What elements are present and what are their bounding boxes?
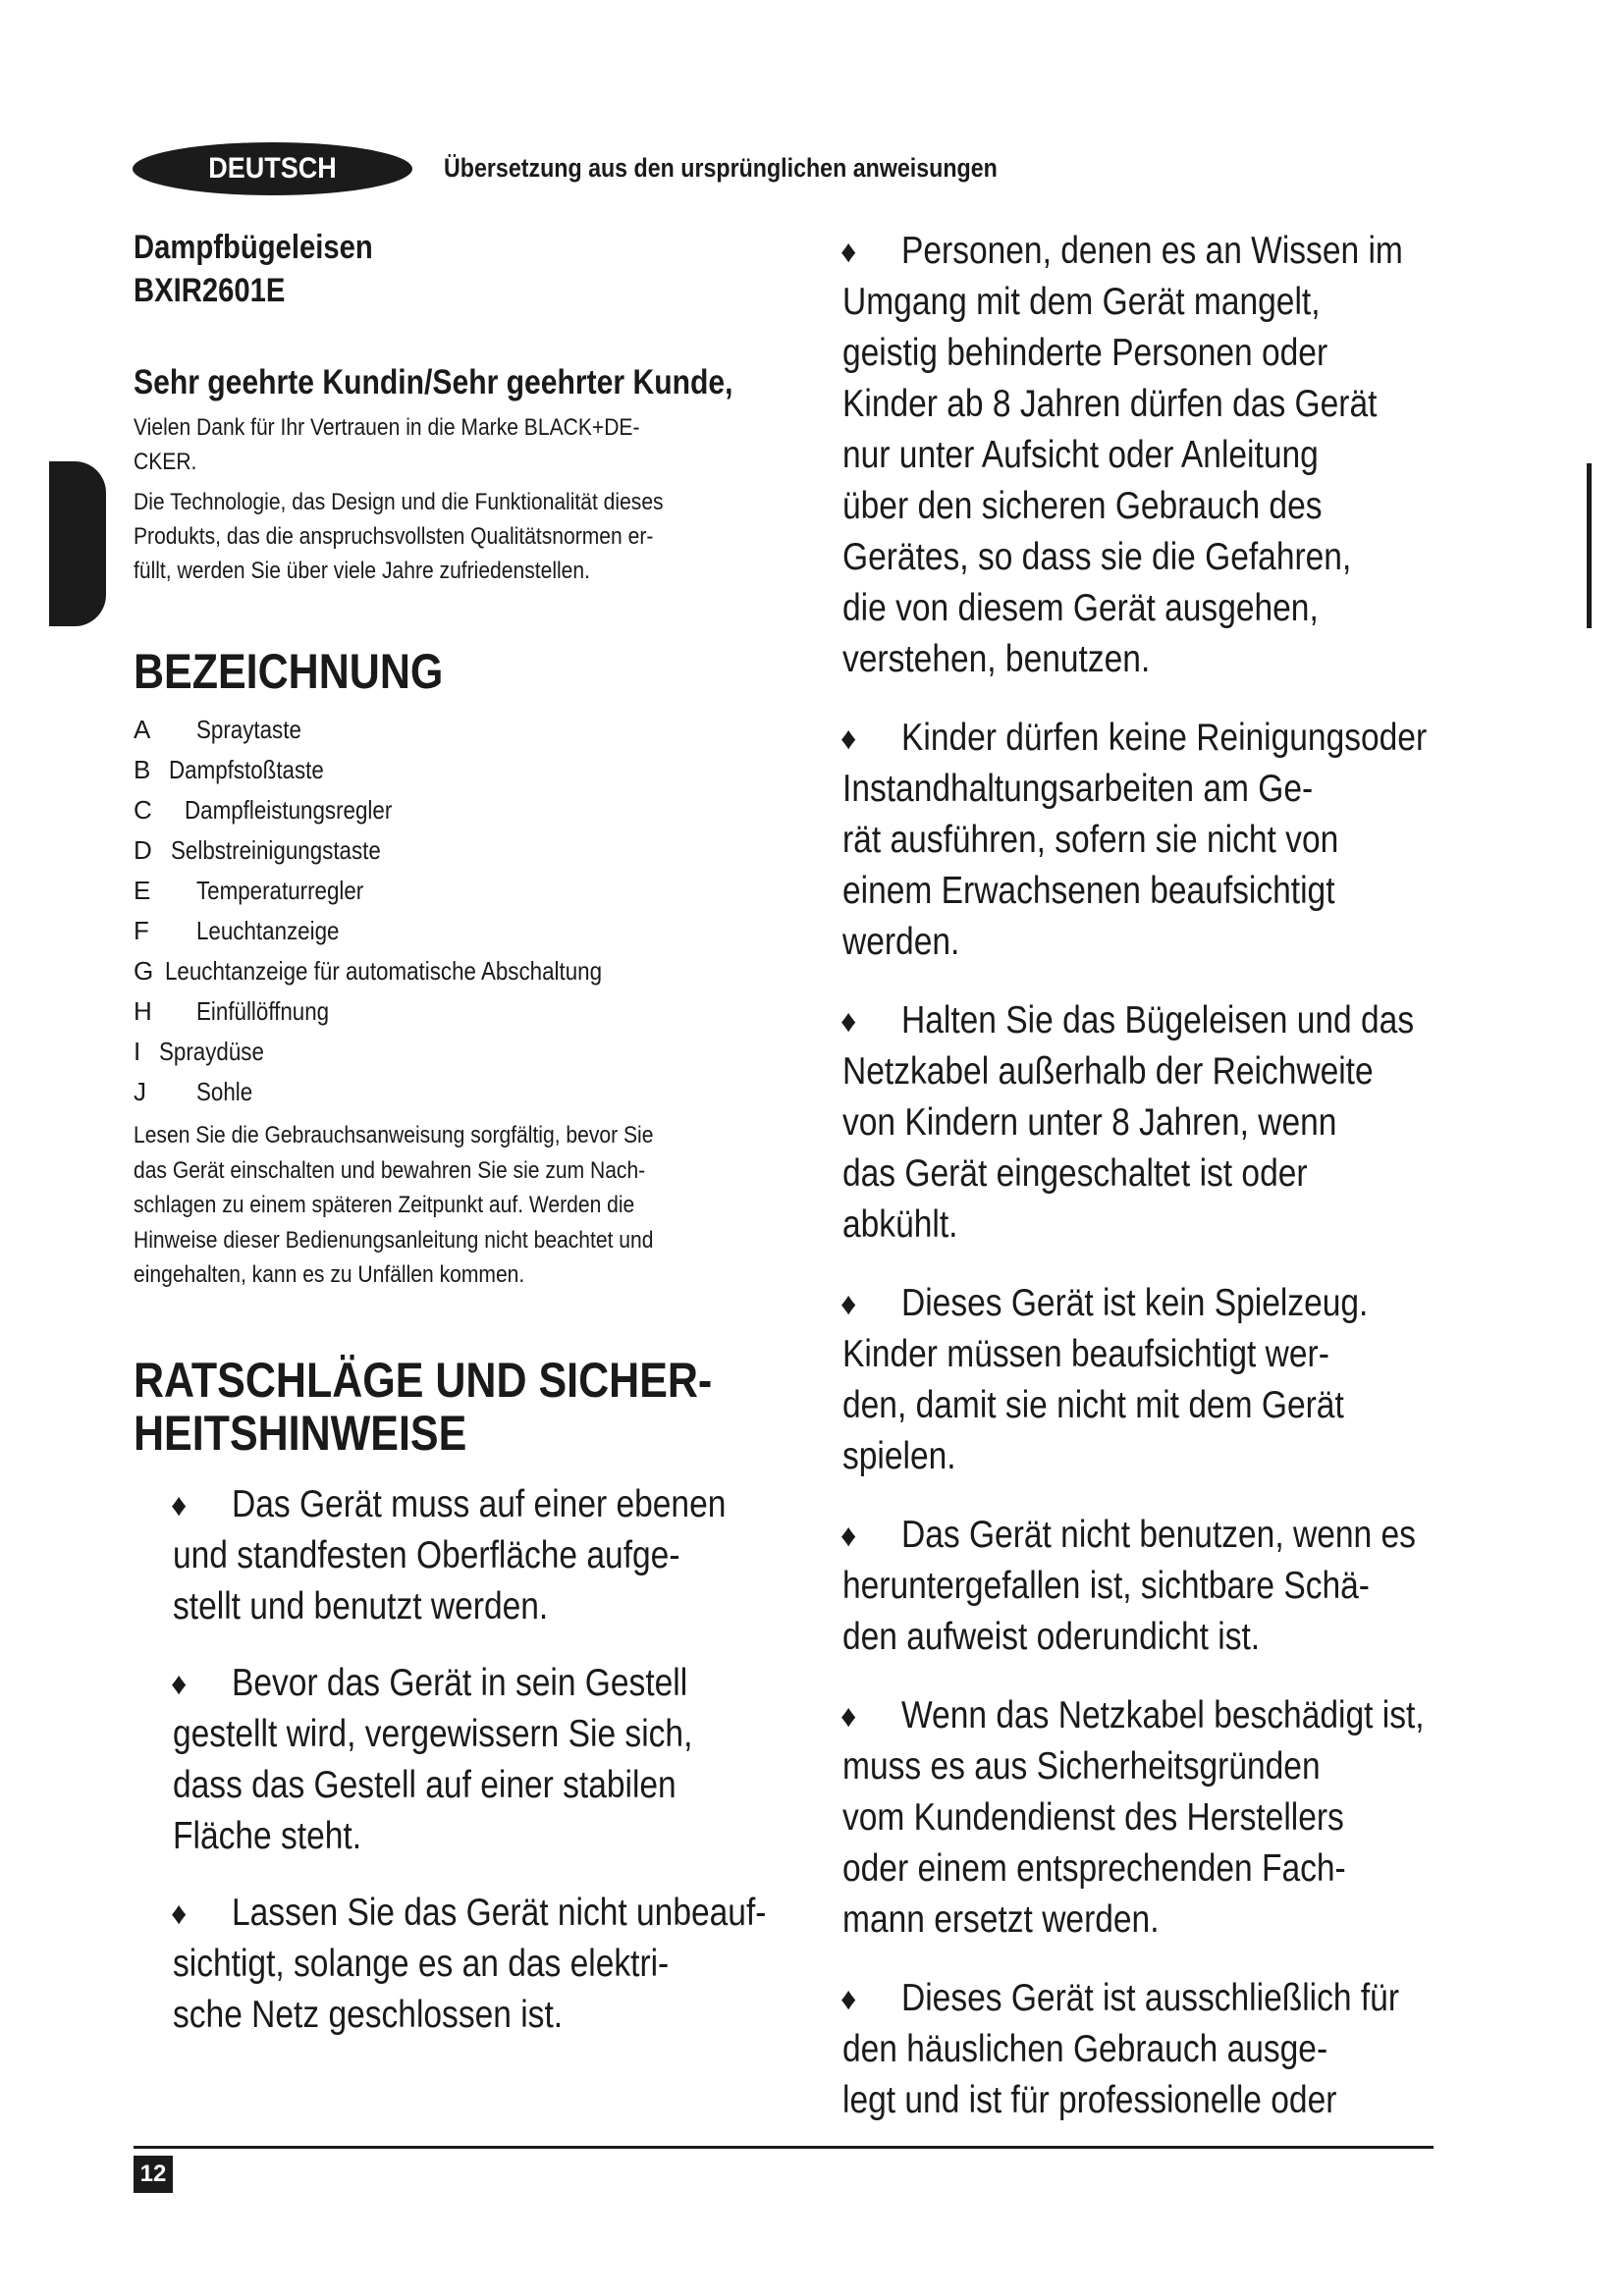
bullet-diamond-icon: ♦ [840, 721, 857, 756]
part-item: D Selbstreinigungstaste [134, 835, 381, 865]
language-label: DEUTSCH [208, 152, 337, 185]
part-item: B Dampfstoßtaste [134, 755, 324, 784]
part-item: G Leuchtanzeige für automatische Abschaltung [134, 956, 603, 986]
part-item: C Dampfleistungsregler [134, 795, 393, 825]
safety-bullet: ♦ Wenn das Netzkabel beschädigt ist, muss es aus Sicherheitsgründen vom Kundendienst des Herstellers oder einem entsprechenden Fach- mann ersetzt werden. [842, 1690, 1549, 1946]
safety-bullet: ♦ Bevor das Gerät in sein Gestell gestellt wird, vergewissern Sie sich, dass das Gestell auf einer stabilen Fläche steht. [173, 1658, 821, 1862]
language-badge [133, 142, 412, 195]
right-safety-bullets [842, 226, 1549, 2126]
safety-bullet: ♦ Halten Sie das Bügeleisen und das Netzkabel außerhalb der Reichweite von Kindern unter 8 Jahren, wenn das Gerät eingeschaltet ist oder abkühlt. [842, 995, 1549, 1251]
safety-bullet: ♦ Das Gerät muss auf einer ebenen und standfesten Oberfläche aufge- stellt und benutzt werden. [173, 1479, 821, 1632]
bullet-diamond-icon: ♦ [840, 234, 857, 269]
footer-rule [134, 2146, 1434, 2149]
intro-paragraph-1: Vielen Dank für Ihr Vertrauen in die Marke BLACK+DE- CKER. [134, 414, 640, 475]
parts-list [134, 710, 821, 1112]
product-model: BXIR2601E [134, 272, 286, 309]
safety-bullet: ♦ Das Gerät nicht benutzen, wenn es heruntergefallen ist, sichtbare Schä- den aufweist oderundicht ist. [842, 1510, 1549, 1663]
bullet-diamond-icon: ♦ [171, 1486, 188, 1522]
product-name: Dampfbügeleisen [134, 229, 373, 266]
greeting-title: Sehr geehrte Kundin/Sehr geehrter Kunde, [134, 363, 733, 401]
page-number: 12 [134, 2156, 173, 2193]
side-language-tab [49, 461, 106, 626]
left-safety-bullets [173, 1479, 821, 2041]
safety-title: RATSCHLÄGE UND SICHER- HEITSHINWEISE [134, 1352, 713, 1461]
part-item: I Spraydüse [134, 1037, 264, 1066]
part-item: H Einfüllöffnung [134, 996, 330, 1026]
intro-text [134, 410, 821, 588]
bullet-diamond-icon: ♦ [840, 1286, 857, 1321]
bullet-diamond-icon: ♦ [840, 1518, 857, 1553]
part-item: J Sohle [134, 1077, 253, 1106]
safety-bullet: ♦ Kinder dürfen keine Reinigungsoder Instandhaltungsarbeiten am Ge- rät ausführen, sofern sie nicht von einem Erwachsenen beaufsichtigt werden. [842, 713, 1549, 968]
part-item: A Spraytaste [134, 715, 301, 744]
bullet-diamond-icon: ♦ [840, 1003, 857, 1039]
safety-bullet: ♦ Dieses Gerät ist kein Spielzeug. Kinder müssen beaufsichtigt wer- den, damit sie nicht mit dem Gerät spielen. [842, 1278, 1549, 1482]
designation-title: BEZEICHNUNG [134, 644, 444, 699]
instructions-note: Lesen Sie die Gebrauchsanweisung sorgfältig, bevor Sie das Gerät einschalten und bewahren Sie sie zum Nach- schlagen zu einem späteren Zeitpunkt auf. Werden die Hinweise dieser Bedienungsanleitung nicht beachtet und eingehalten, kann es zu Unfällen kommen. [134, 1122, 654, 1288]
intro-paragraph-2: Die Technologie, das Design und die Funktionalität dieses Produkts, das die anspruchsvollsten Qualitätsnormen er- füllt, werden Sie über viele Jahre zufriedenstellen. [134, 489, 664, 584]
side-margin-line [1587, 463, 1592, 628]
safety-bullet: ♦ Dieses Gerät ist ausschließlich für den häuslichen Gebrauch ausge- legt und ist für professionelle oder [842, 1973, 1549, 2126]
part-item: F Leuchtanzeige [134, 916, 340, 945]
left-column [134, 226, 821, 2066]
bullet-diamond-icon: ♦ [840, 1981, 857, 2016]
right-column [842, 226, 1549, 2154]
bullet-diamond-icon: ♦ [171, 1895, 188, 1931]
bullet-diamond-icon: ♦ [840, 1698, 857, 1734]
part-item: E Temperaturregler [134, 876, 364, 905]
header-subtitle: Übersetzung aus den ursprünglichen anweisungen [444, 153, 998, 183]
bullet-diamond-icon: ♦ [171, 1665, 188, 1701]
safety-bullet: ♦ Personen, denen es an Wissen im Umgang mit dem Gerät mangelt, geistig behinderte Personen oder Kinder ab 8 Jahren dürfen das Gerät nur unter Aufsicht oder Anleitung über den sicheren Gebrauch des Gerätes, so dass sie die Gefahren, die von diesem Gerät ausgehen, verstehen, benutzen. [842, 226, 1549, 685]
safety-bullet: ♦ Lassen Sie das Gerät nicht unbeauf- sichtigt, solange es an das elektri- sche Netz geschlossen ist. [173, 1888, 821, 2041]
